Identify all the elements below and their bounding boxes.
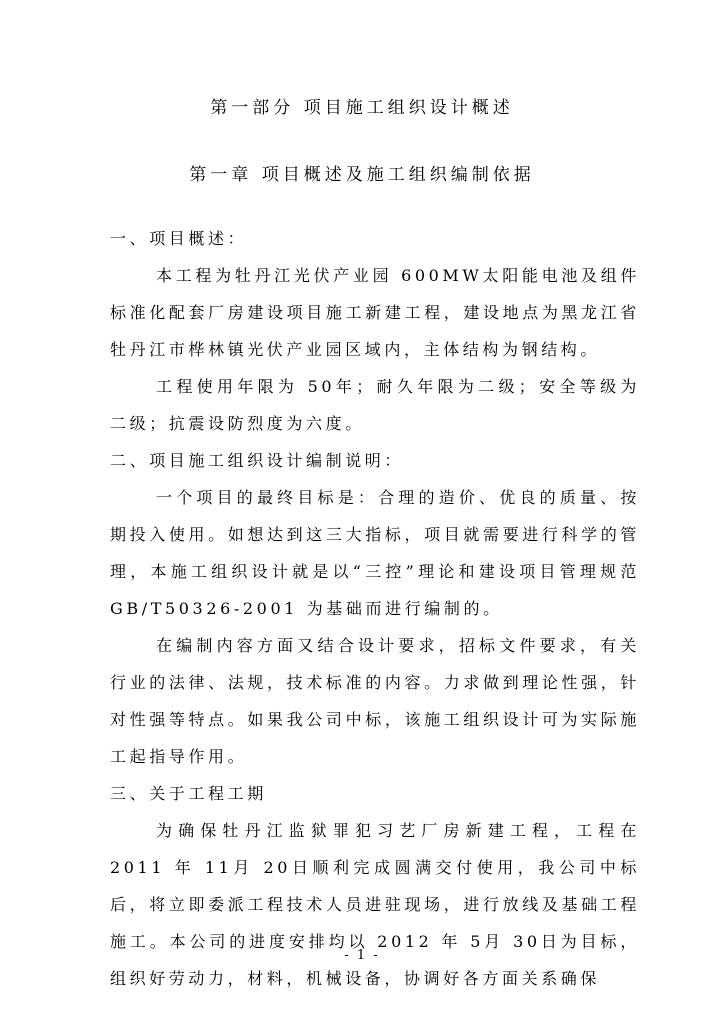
section-heading-overview: 一、项目概述： bbox=[110, 229, 248, 248]
section-heading-schedule: 三、关于工程工期 bbox=[110, 784, 267, 803]
document-body bbox=[110, 220, 640, 997]
part-title: 第一部分 项目施工组织设计概述 bbox=[210, 98, 514, 118]
paragraph: 为确保牡丹江监狱罪犯习艺厂房新建工程，工程在 2011 年 11月 20日顺利完成圆满交付使用，我公司中标后，将立即委派工程技术人员进驻现场，进行放线及基础工程施工。本公司的进度安排均以 2012 年 5月 30日为目标，组织好劳动力，材料，机械设备，协调好各方面关系确保 bbox=[110, 821, 640, 988]
page-number: - 1 - bbox=[344, 948, 380, 963]
paragraph: 一个项目的最终目标是：合理的造价、优良的质量、按期投入使用。如想达到这三大指标，项目就需要进行科学的管理，本施工组织设计就是以“三控”理论和建设项目管理规范 GB/T50326-2001 为基础而进行编制的。 bbox=[110, 488, 640, 618]
paragraph: 工程使用年限为 50年；耐久年限为二级；安全等级为二级；抗震设防烈度为六度。 bbox=[110, 377, 640, 433]
paragraph: 在编制内容方面又结合设计要求，招标文件要求，有关行业的法律、法规，技术标准的内容。力求做到理论性强，针对性强等特点。如果我公司中标，该施工组织设计可为实际施工起指导作用。 bbox=[110, 636, 640, 766]
chapter-title: 第一章 项目概述及施工组织编制依据 bbox=[189, 165, 535, 185]
paragraph: 本工程为牡丹江光伏产业园 600MW太阳能电池及组件标准化配套厂房建设项目施工新建工程，建设地点为黑龙江省牡丹江市桦林镇光伏产业园区域内，主体结构为钢结构。 bbox=[110, 266, 640, 359]
section-heading-design-notes: 二、项目施工组织设计编制说明： bbox=[110, 451, 405, 470]
